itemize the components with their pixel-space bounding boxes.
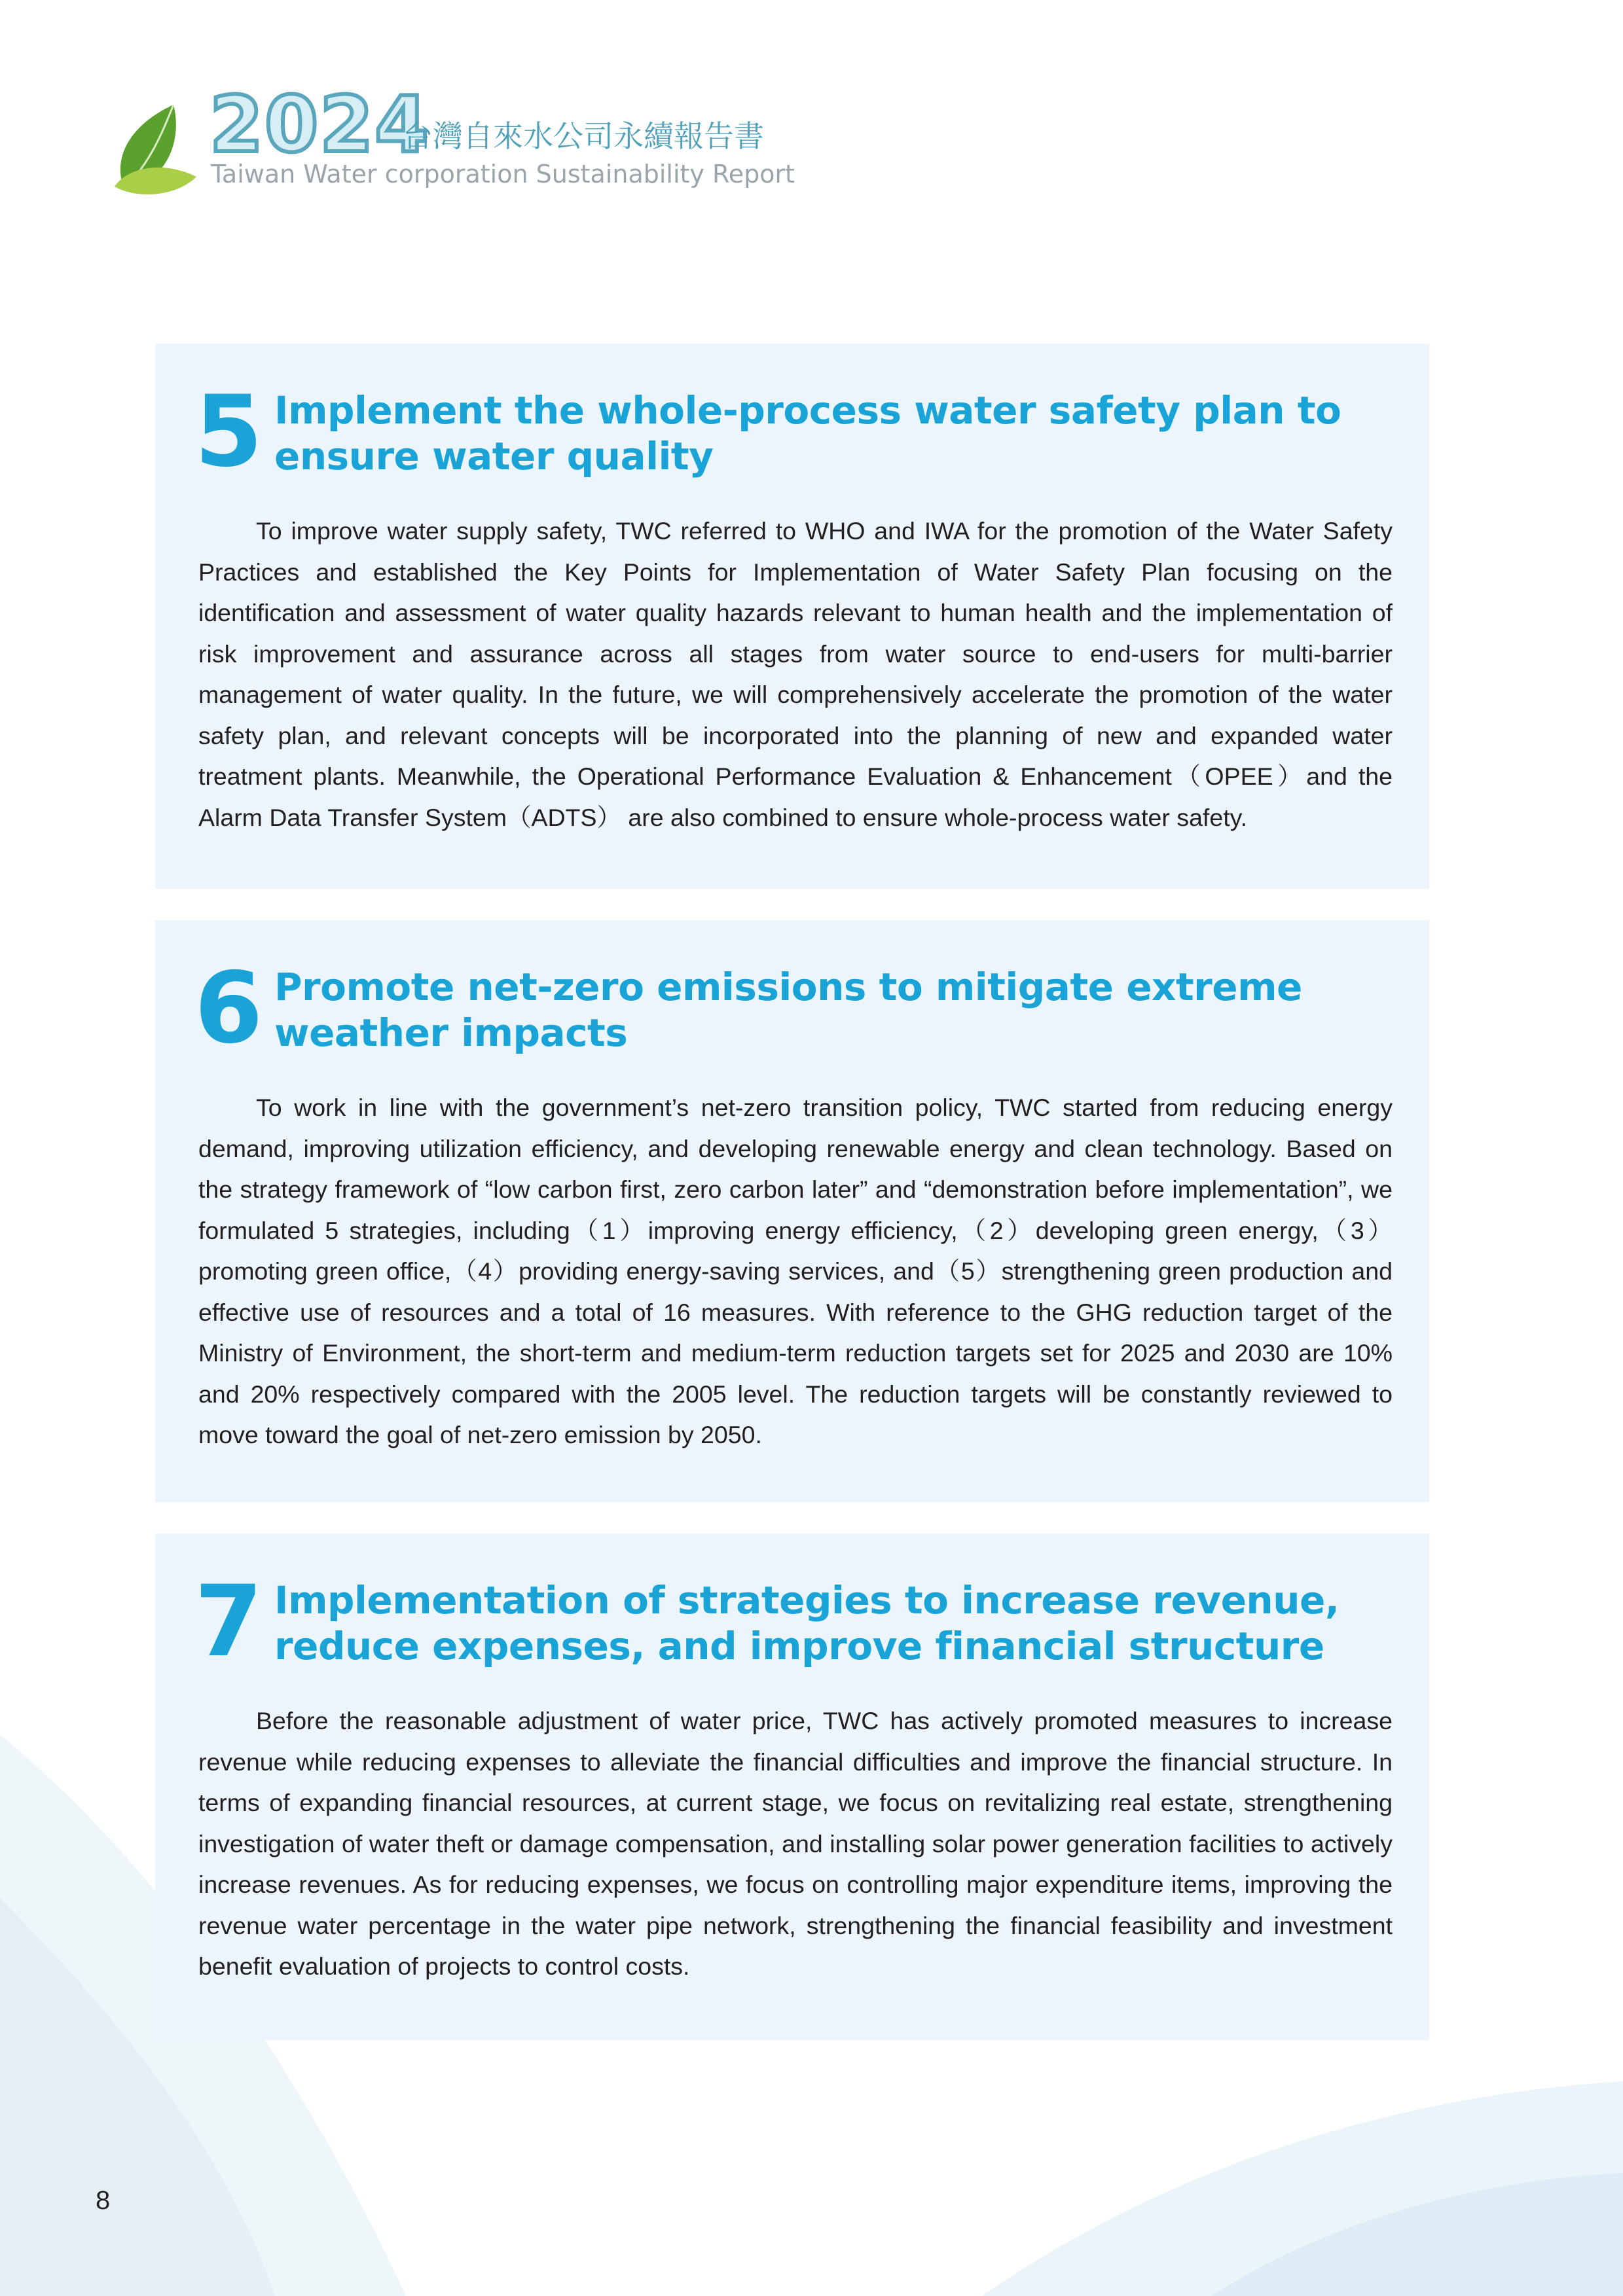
report-title-english: Taiwan Water corporation Sustainability Report	[211, 160, 795, 188]
section-box-5	[155, 344, 1429, 889]
section-heading-line: weather impacts	[274, 1011, 628, 1055]
report-year: 2024	[210, 79, 430, 170]
report-title-chinese: 台灣自來水公司永續報告書	[403, 118, 764, 154]
section-heading-line: Implementation of strategies to increase revenue,	[274, 1578, 1340, 1623]
section-heading-line: ensure water quality	[274, 434, 714, 478]
section-body-text: To work in line with the government’s net-zero transition policy, TWC started from reducing energy demand, improving utilization efficiency, and developing renewable energy and clean technology. Based on the strategy framework of “low carbon first, zero carbon later” and “demonstration before implementation”, we formulated 5 strategies, including（1）improving energy efficiency,（2）developing green energy,（3）promoting green office,（4）providing energy-saving services, and（5）strengthening green production and effective use of resources and a total of 16 measures. With reference to the GHG reduction target of the Ministry of Environment, the short-term and medium-term reduction targets set for 2025 and 2030 are 10% and 20% respectively compared with the 2005 level. The reduction targets will be constantly reviewed to move toward the goal of net-zero emission by 2050.	[198, 1094, 1393, 1448]
section-box-6	[155, 920, 1429, 1502]
report-header	[111, 79, 831, 196]
section-heading-line: Implement the whole-process water safety plan to	[274, 388, 1341, 433]
section-body-text: To improve water supply safety, TWC referred to WHO and IWA for the promotion of the Water Safety Practices and established the Key Points for Implementation of Water Safety Plan focusing on the identification and assessment of water quality hazards relevant to human health and the implementation of risk improvement and assurance across all stages from water source to end-users for multi-barrier management of water quality. In the future, we will comprehensively accelerate the promotion of the water safety plan, and relevant concepts will be incorporated into the planning of new and expanded water treatment plants. Meanwhile, the Operational Performance Evaluation & Enhancement（OPEE）and the Alarm Data Transfer System（ADTS） are also combined to ensure whole-process water safety.	[198, 517, 1393, 831]
section-number: 6	[194, 952, 263, 1066]
section-number: 7	[194, 1565, 263, 1679]
section-body-text: Before the reasonable adjustment of water price, TWC has actively promoted measures to increase revenue while reducing expenses to alleviate the financial difficulties and improve the financial structure. In terms of expanding financial resources, at current stage, we focus on revitalizing real estate, strengthening investigation of water theft or damage compensation, and installing solar power generation facilities to actively increase revenues. As for reducing expenses, we focus on controlling major expenditure items, improving the revenue water percentage in the water pipe network, strengthening the financial feasibility and investment benefit evaluation of projects to control costs.	[198, 1707, 1393, 1980]
section-box-7	[155, 1534, 1429, 2040]
section-heading-line: Promote net-zero emissions to mitigate extreme	[274, 965, 1302, 1009]
section-number: 5	[194, 375, 263, 489]
section-heading-line: reduce expenses, and improve financial structure	[274, 1624, 1324, 1668]
page-number: 8	[96, 2186, 111, 2215]
section-heading	[274, 1577, 1387, 1669]
section-heading	[274, 964, 1387, 1056]
section-heading	[274, 387, 1387, 479]
leaf-logo-icon	[111, 98, 200, 196]
